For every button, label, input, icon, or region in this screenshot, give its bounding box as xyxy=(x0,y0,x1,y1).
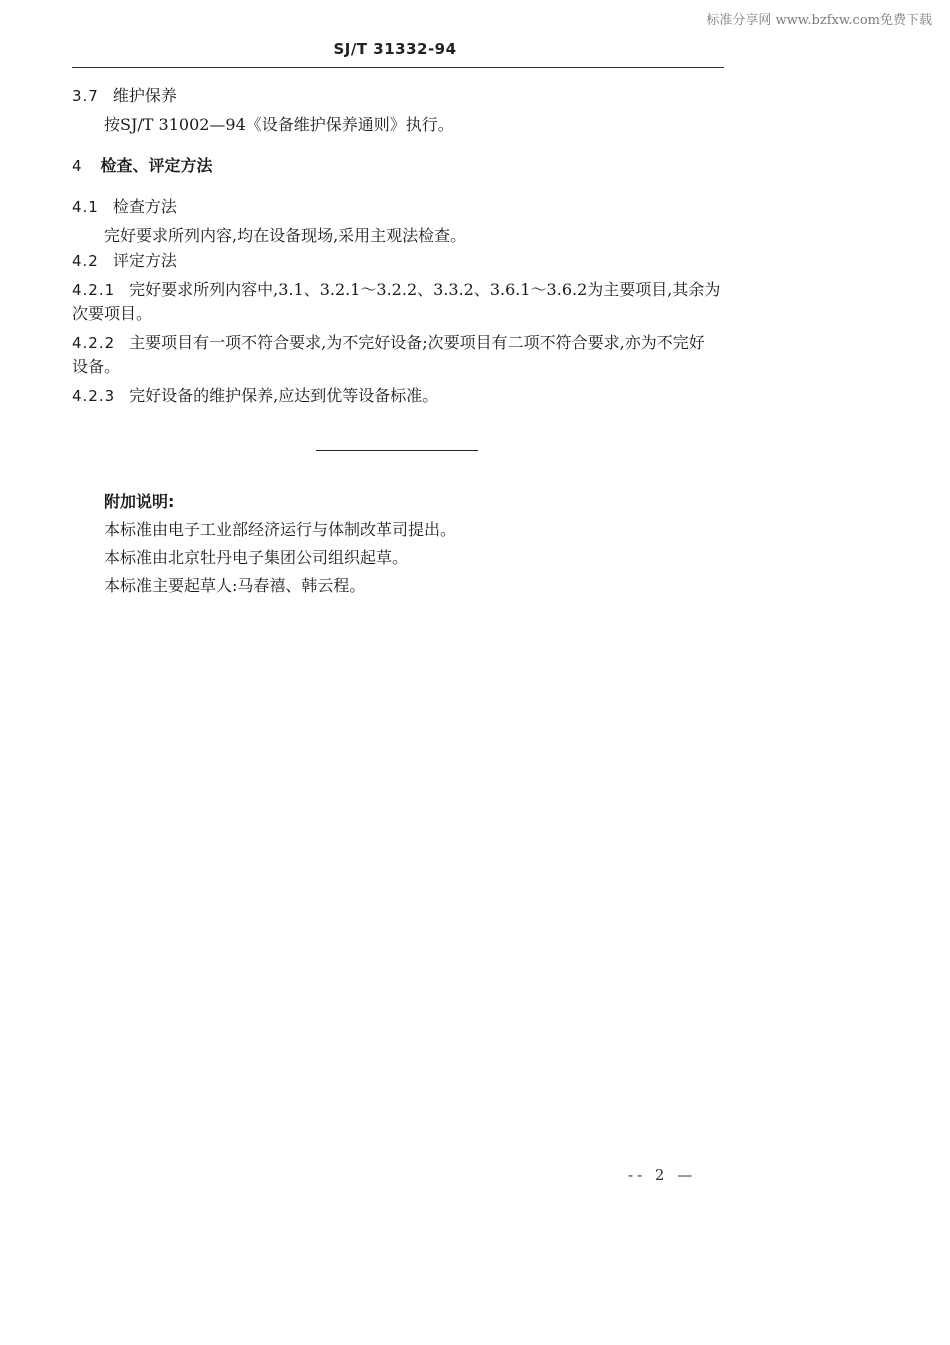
section-title: 维护保养 xyxy=(112,86,177,105)
section-number: 4.1 xyxy=(72,198,99,216)
section-4-2-3 xyxy=(72,386,438,406)
section-number: 4.2.3 xyxy=(72,387,116,405)
page-number: -- 2 — xyxy=(628,1166,697,1184)
section-3-7-heading xyxy=(72,86,177,106)
section-title: 检查、评定方法 xyxy=(100,156,213,175)
section-number: 4 xyxy=(72,157,83,175)
section-body: 主要项目有一项不符合要求,为不完好设备;次要项目有二项不符合要求,亦为不完好 xyxy=(129,333,705,352)
standard-code-header: SJ/T 31332-94 xyxy=(333,40,457,58)
section-4-2-heading xyxy=(72,251,177,271)
end-separator-rule xyxy=(316,450,478,451)
section-title: 检查方法 xyxy=(112,197,177,216)
section-body: 完好要求所列内容中,3.1、3.2.1～3.2.2、3.3.2、3.6.1～3.6.2为主要项目,其余为 xyxy=(129,280,721,299)
header-rule xyxy=(72,67,724,68)
notes-line: 本标准由北京牡丹电子集团公司组织起草。 xyxy=(104,548,409,567)
section-4-heading xyxy=(72,156,213,176)
section-title: 评定方法 xyxy=(112,251,177,270)
section-number: 4.2.2 xyxy=(72,334,116,352)
section-number: 4.2.1 xyxy=(72,281,116,299)
notes-line: 本标准由电子工业部经济运行与体制改革司提出。 xyxy=(104,520,457,539)
watermark-text: 标准分享网 www.bzfxw.com免费下载 xyxy=(706,13,932,28)
section-4-2-1-line2: 次要项目。 xyxy=(72,304,153,323)
section-3-7-body: 按SJ/T 31002—94《设备维护保养通则》执行。 xyxy=(104,115,454,134)
section-4-2-2-line1 xyxy=(72,333,705,353)
section-4-1-heading xyxy=(72,197,177,217)
section-4-2-2-line2: 设备。 xyxy=(72,357,121,376)
notes-line: 本标准主要起草人:马春禧、韩云程。 xyxy=(104,576,366,595)
section-number: 3.7 xyxy=(72,87,99,105)
section-4-2-1-line1 xyxy=(72,280,720,300)
section-4-1-body: 完好要求所列内容,均在设备现场,采用主观法检查。 xyxy=(104,226,467,245)
notes-title: 附加说明: xyxy=(104,492,175,511)
section-body: 完好设备的维护保养,应达到优等设备标准。 xyxy=(129,386,439,405)
section-number: 4.2 xyxy=(72,252,99,270)
